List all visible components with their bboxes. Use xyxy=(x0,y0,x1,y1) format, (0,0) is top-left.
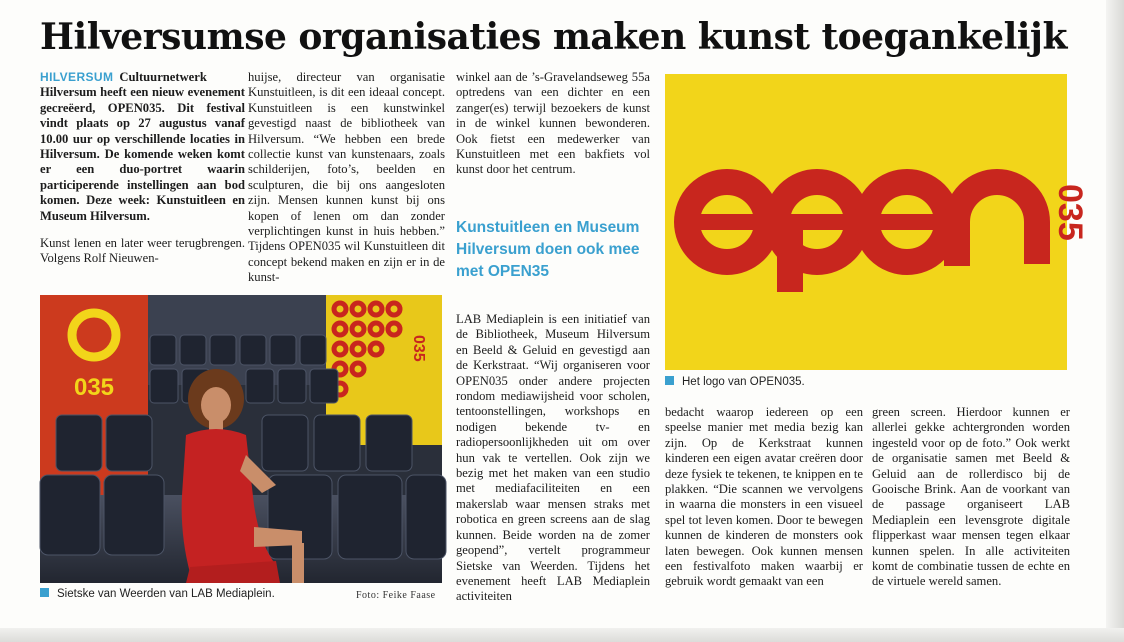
page-bottom-shadow xyxy=(0,628,1124,642)
page-edge-shadow xyxy=(1106,0,1124,642)
caption-text: Het logo van OPEN035. xyxy=(682,376,805,388)
photo-illustration xyxy=(40,295,442,583)
left-banner-number: 035 xyxy=(73,374,115,401)
article-column-2 xyxy=(248,70,445,286)
photo-caption xyxy=(40,588,275,600)
body-paragraph: winkel aan de ’s-Gravelandseweg 55a optredens van een dichter en een zanger(es) terwijl bezoekers de kunst in de winkel kunnen bewonderen. Ook fietst een medewerker van Kunstuitleen met een bakfiets vol kunst door het centrum. xyxy=(456,70,650,177)
article-column-5 xyxy=(872,405,1070,590)
article-column-1 xyxy=(40,70,245,267)
logo-number: 035 xyxy=(1051,184,1089,241)
photo-credit: Foto: Feike Faase xyxy=(356,590,436,601)
open035-logo-image xyxy=(665,74,1089,370)
body-paragraph: bedacht waarop iedereen op een speelse manier met media bezig kan zijn. Op de Kerkstraat kunnen kinderen een eigen avatar creëren door deze fysiek te tekenen, te knippen en te plakken. “Die scannen we vervolgens in waarna die monsters in een visueel spel tot leven komen. Door te bewegen kunnen de kinderen de monsters ook laten bewegen. Ook kunnen mensen een festivalfoto maken waarbij er gebruik wordt gemaakt van een xyxy=(665,405,863,589)
portrait-photo xyxy=(40,295,442,583)
logo-wordmark-open xyxy=(683,182,1037,292)
article-column-4 xyxy=(665,405,863,590)
caption-marker-icon xyxy=(40,588,49,597)
body-paragraph: huijse, directeur van organisatie Kunstuitleen, is dit een ideaal concept. Kunstuitleen is een kunstwinkel gevestigd naast de bibliotheek van Hilversum. “We hebben een brede collectie kunst van kunstenaars, zoals schilderijen, foto’s, beelden en sculpturen, die bij ons aangesloten zijn. Mensen kunnen kunst bij ons kopen of lenen om dan zonder verplichtingen kunst in huis hebben.” Tijdens OPEN035 wil Kunstuitleen dit concept bekend maken en zijn er in de kunst- xyxy=(248,70,445,285)
headline: Hilversumse organisaties maken kunst toegankelijk xyxy=(40,16,1067,58)
body-paragraph: green screen. Hierdoor kunnen er allerlei gekke achtergronden worden ingesteld voor op de foto.” Ook werkt de organisatie samen met Beeld & Geluid aan de rollerdisco bij de Gooische Brink. Aan de voorkant van de passage organiseert LAB Mediaplein een levensgrote digitale flipperkast waar mensen tegen elkaar kunnen spelen. In alle activiteiten komt de combinatie tussen de echte en de virtuele wereld samen. xyxy=(872,405,1070,589)
article-column-3-continued xyxy=(456,312,650,605)
open035-logo xyxy=(665,74,1089,370)
lead-paragraph xyxy=(40,70,245,224)
body-paragraph: Kunst lenen en later weer terugbrengen. Volgens Rolf Nieuwen- xyxy=(40,236,245,266)
dateline: HILVERSUM xyxy=(40,70,114,84)
article-column-3 xyxy=(456,70,650,178)
lead-text: Cultuurnetwerk Hilversum heeft een nieuw evenement gecreëerd, OPEN035. Dit festival vindt plaats op 27 augustus vanaf 10.00 uur op verschillende locaties in Hilversum. De komende weken komt er een duo-portret waarin participerende instellingen aan bod komen. Deze week: Kunstuitleen en Museum Hilversum. xyxy=(40,70,245,223)
logo-caption xyxy=(665,376,805,388)
subheading: Kunstuitleen en Museum Hilversum doen ook mee met OPEN35 xyxy=(456,219,640,280)
caption-text: Sietske van Weerden van LAB Mediaplein. xyxy=(57,588,275,600)
caption-marker-icon xyxy=(665,376,674,385)
body-paragraph: LAB Mediaplein is een initiatief van de Bibliotheek, Museum Hilversum en Beeld & Geluid en gevestigd aan de Kerkstraat. “Wij organiseren voor OPEN035 onder andere projecten rondom mediawijsheid voor scholen, tentoonstellingen, workshops en nodigen bekende tv- en radiopersoonlijkheden uit om over hun vak te vertellen. Ook zijn we bezig met het maken van een studio met mediafaciliteiten en een makerslab waar mensen straks met robotica en green screens aan de slag kunnen. Beide worden na de zomer geopend”, vertelt programmeur Sietske van Weerden. Tijdens het evenement heeft LAB Mediaplein activiteiten xyxy=(456,312,650,604)
right-banner-number: 035 xyxy=(410,335,427,362)
